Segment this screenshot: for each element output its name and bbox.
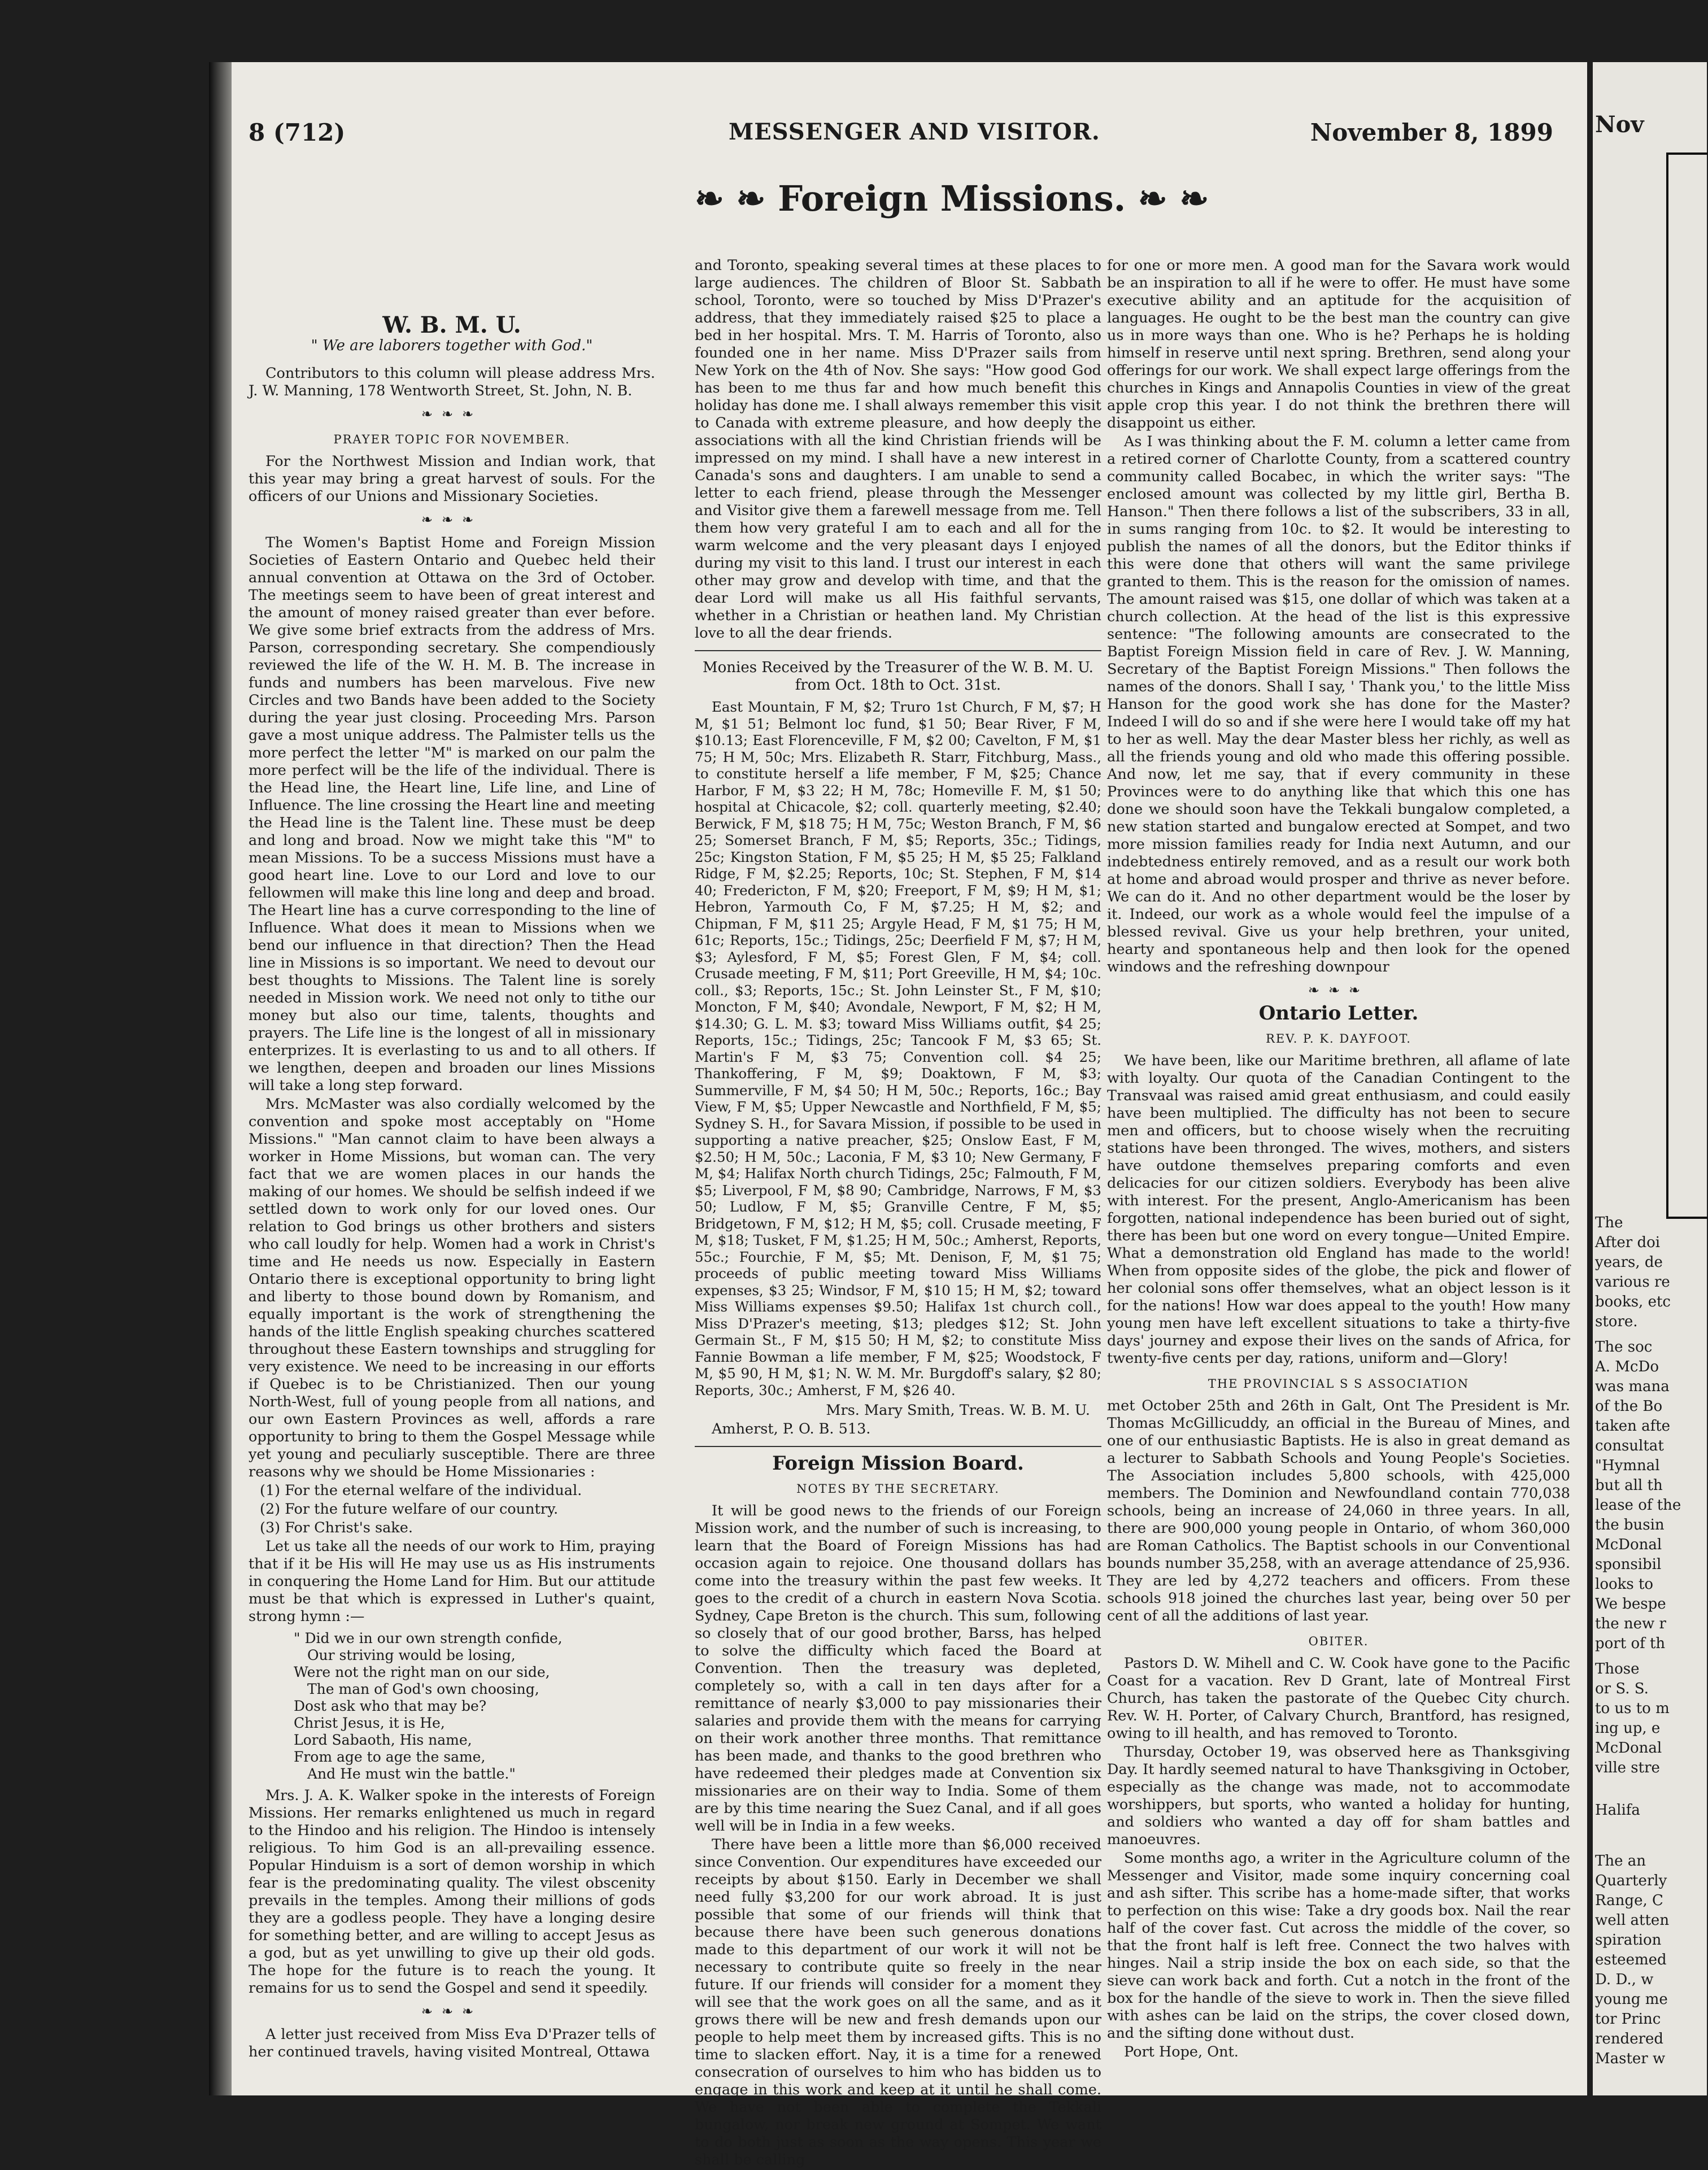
- ornament-icon: ❧❧❧: [421, 2003, 483, 2019]
- strip-line: but all th: [1595, 1477, 1663, 1494]
- ontario-title: Ontario Letter.: [1258, 1002, 1419, 1025]
- paragraph: and Toronto, speaking several times at these places to large audiences. The children of Bloor St. Sabbath school, Toronto, were so touched by Miss D'Prazer's address, that they immediately raised $25 to place a bed in her hospital. Mrs. T. M. Harris of Toronto, also founded one in her name. Miss D'Prazer sails from New York on the 4th of Nov. She says: "How good God has been to me thus far and how much benefit this holiday has done me. I shall always remember this visit to Canada with extreme pleasure, and how deeply the associations with all the kind Christian friends will be impressed on my mind. I shall have a new interest in Canada's sons and daughters. I am unable to send a letter to each friend, please through the Messenger and Visitor give them a farewell message from me. Tell them how very grateful I am to each and all for the warm welcome and the very pleasant days I enjoyed during my visit to this land. I trust our interest in each other may grow and develop with time, and that the dear Lord will make us all His faithful servants, whether in a Christian or heathen land. My Christian love to all the dear friends.: [695, 257, 1101, 642]
- section-title: ❧ ❧ Foreign Missions. ❧ ❧: [695, 178, 1209, 219]
- wbmu-motto: " We are laborers together with God.": [311, 337, 593, 354]
- ontario-author: REV. P. K. DAYFOOT.: [1266, 1032, 1411, 1045]
- strip-line: We bespe: [1595, 1596, 1666, 1613]
- poem-line: The man of God's own choosing,: [307, 1681, 539, 1697]
- strip-line: The soc: [1595, 1339, 1653, 1356]
- list-item: (2) For the future welfare of our country.: [260, 1501, 559, 1518]
- strip-line: well atten: [1595, 1912, 1670, 1929]
- paragraph: There have been a little more than $6,000 received since Convention. Our expenditures have exceeded our receipts by about $150. Early in December we shall need fully $3,200 for our work abroad. It is just possible that some of our friends will think that because there have been such generous donations made to this department of our work it will not be necessary to contribute quite so freely in the near future. If our friends will consider for a moment they will see that the work goes on all the same, and as it grows there will be new and fresh demands upon our people to help meet them by increased gifts. This is no time to slacken effort. Nay, it is a time for a renewed consecration of ourselves to him who has bidden us to engage in this work and keep at it until he shall come. We have not been able to complete the Tekkali bungalow, nor break new ground at Sompet. We want to do both just as soon as the way opens. This year we shall be calling: [695, 1836, 1101, 2168]
- paragraph: Pastors D. W. Mihell and C. W. Cook have gone to the Pacific Coast for a vacation. Rev D Grant, late of Montreal First Church, has taken the pastorate of the Quebec City church. Rev. W. H. Porter, of Calvary Church, Brantford, has resigned, owing to ill health, and has removed to Toronto.: [1107, 1655, 1570, 1742]
- obiter-heading: OBITER.: [1308, 1635, 1369, 1648]
- divider: [695, 1446, 1101, 1447]
- strip-line: ville stre: [1595, 1759, 1660, 1776]
- strip-line: the new r: [1595, 1615, 1666, 1632]
- strip-line: looks to: [1595, 1576, 1654, 1593]
- strip-line: ing up, e: [1595, 1720, 1661, 1737]
- strip-line: of the Bo: [1595, 1398, 1663, 1415]
- paragraph: Mrs. McMaster was also cordially welcomed by the convention and spoke most acceptably on "Home Missions." "Man cannot claim to have been always a worker in Home Missions, but woman can. The very fact that we are women places in our hands the making of our homes. We should be selfish indeed if we settled down to work only for our loved ones. Our relation to God brings us other brothers and sisters who call loudly for help. Women had a work in Christ's time and He needs us now. Especially in Eastern Ontario there is exceptional opportunity to bring light and liberty to those bound down by Romanism, and equally important is the work of strengthening the hands of the little English speaking churches scattered throughout these Eastern townships and struggling for very existence. We need to be increasing in our efforts if Quebec is to be Christianized. Then our young North-West, full of young people from all nations, and our own Eastern Provinces as well, affords a rare opportunity to bring to them the Gospel Message while yet young and peculiarly susceptible. There are three reasons why we should be Home Missionaries :: [249, 1096, 655, 1480]
- strip-line: Halifa: [1595, 1802, 1640, 1819]
- poem-line: " Did we in our own strength confide,: [294, 1630, 563, 1646]
- strip-line: to us to m: [1595, 1700, 1670, 1717]
- page-gutter-shadow: [209, 62, 232, 2095]
- strip-line: or S. S.: [1595, 1680, 1649, 1697]
- strip-line: D. D., w: [1595, 1971, 1654, 1988]
- adjacent-page-strip: [1593, 62, 1707, 2095]
- ornament-right-icon: ❧ ❧: [1126, 178, 1209, 219]
- treasurer-address: Amherst, P. O. B. 513.: [712, 1420, 871, 1437]
- strip-line: years, de: [1595, 1254, 1663, 1271]
- paragraph: for one or more men. A good man for the Savara work would be an inspiration to all if he were to offer. He must have some executive ability and an aptitude for the acquisition of languages. He ought to be the best man the country can give us in more ways than one. Who is he? Perhaps he is holding himself in reserve until next spring. Brethren, send along your offerings for our work. We shall expect large offerings from the churches in Kings and Annapolis Counties in view of the great apple crop this year. I do not think the brethren there will disappoint us either.: [1107, 257, 1570, 432]
- issue-date: November 8, 1899: [1310, 119, 1553, 146]
- paper-name: MESSENGER AND VISITOR.: [729, 119, 1100, 145]
- wbmu-title: W. B. M. U.: [382, 312, 521, 338]
- strip-line: various re: [1595, 1274, 1670, 1291]
- provincial-heading: THE PROVINCIAL S S ASSOCIATION: [1208, 1377, 1470, 1391]
- poem-line: Christ Jesus, it is He,: [294, 1715, 445, 1731]
- column-wbmu: [249, 311, 655, 2062]
- hymn-poem: [294, 1630, 655, 1783]
- poem-line: From age to age the same,: [294, 1749, 486, 1765]
- reasons-list: [249, 1482, 655, 1537]
- monies-list: East Mountain, F M, $2; Truro 1st Church, F M, $7; H M, $1 51; Belmont loc fund, $1 50; Bear River, F M, $10.13; East Florenceville, F M, $2 00; Cavelton, F M, $1 75; H M, 50c; Mrs. Elizabeth R. Starr, Fitchburg, Mass., to constitute herself a life member, F M, $25; Chance Harbor, F M, $3 22; H M, 78c; Homeville F. M, $1 50; hospital at Chicacole, $2; coll. quarterly meeting, $2.40; Berwick, F M, $18 75; H M, 75c; Weston Branch, F M, $6 25; Somerset Branch, F M, $5; Reports, 35c.; Tidings, 25c; Kingston Station, F M, $5 25; H M, $5 25; Falkland Ridge, F M, $2.25; Reports, 10c; St. Stephen, F M, $14 40; Fredericton, F M, $20; Freeport, F M, $9; H M, $1; Hebron, Yarmouth Co, F M, $7.25; H M, $2; and Chipman, F M, $11 25; Argyle Head, F M, $1 75; H M, 61c; Reports, 15c.; Tidings, 25c; Deerfield F M, $7; H M, $3; Aylesford, F M, $5; Forest Glen, F M, $4; coll. Crusade meeting, F M, $11; Port Greeville, H M, $4; 10c. coll., $3; Reports, 15c.; St. John Leinster St., F M, $10; Moncton, F M, $40; Avondale, Newport, F M, $2; H M, $14.30; G. L. M. $3; toward Miss Williams outfit, $4 25; Reports, 15c.; Tidings, 25c; Tancook F M, $3 65; St. Martin's F M, $3 75; Convention coll. $4 25; Thankoffering, F M, $9; Doaktown, F M, $3; Summerville, F M, $4 50; H M, 50c.; Reports, 16c.; Bay View, F M, $5; Upper Newcastle and Northfield, F M, $5; Sydney S. H., for Savara Mission, if possible to be used in supporting a native preacher, $25; Onslow East, F M, $2.50; H M, 50c.; Laconia, F M, $3 10; New Germany, F M, $4; Halifax North church Tidings, 25c; Falmouth, F M, $5; Liverpool, F M, $8 90; Cambridge, Narrows, F M, $3 50; Ludlow, F M, $5; Granville Centre, F M, $5; Bridgetown, F M, $12; H M, $5; coll. Crusade meeting, F M, $18; Tusket, F M, $1.25; H M, 50c.; Amherst, Reports, 55c.; Fourchie, F M, $5; Mt. Denison, F, M, $1 75; proceeds of public meeting toward Miss Williams expenses, $3 25; Windsor, F M, $10 15; H M, $2; toward Miss Williams expenses $9.50; Halifax 1st church coll., Miss D'Prazer's meeting, $13; pledges $12; St. John Germain St., F M, $15 50; H M, $2; to constitute Miss Fannie Bowman a life member, F M, $25; Woodstock, F M, $5 90, H M, $1; N. W. M. Mr. Burgdoff's salary, $2 80; Reports, 30c.; Amherst, F M, $26 40.: [695, 699, 1101, 1398]
- strip-line: lease of the: [1595, 1497, 1681, 1514]
- board-subtitle: NOTES BY THE SECRETARY.: [796, 1482, 1000, 1496]
- strip-line: consultat: [1595, 1437, 1664, 1454]
- ornament-icon: ❧❧❧: [421, 512, 483, 528]
- strip-line: esteemed: [1595, 1951, 1667, 1968]
- board-title: Foreign Mission Board.: [772, 1452, 1024, 1475]
- paragraph: met October 25th and 26th in Galt, Ont The President is Mr. Thomas McGillicuddy, an official in the Bureau of Mines, and one of our enthusiastic Baptists. He is also in great demand as a lecturer to Sabbath Schools and Young People's Societies. The Association includes 5,800 schools, with 425,000 members. The Dominion and Newfoundland contain 770,038 schools, being an increase of 24,060 in three years. In all, there are 900,000 young people in Ontario, of whom 360,000 are Roman Catholics. The Baptist schools in our Conventional bounds number 35,258, with an average attendance of 25,936. They are led by 4,272 teachers and officers. From these schools 918 joined the churches last year, being over 50 per cent of all the additions of last year.: [1107, 1397, 1570, 1624]
- treasurer-signature: Mrs. Mary Smith, Treas. W. B. M. U.: [826, 1402, 1090, 1419]
- paragraph: As I was thinking about the F. M. column a letter came from a retired corner of Charlotte County, from a scattered country community called Bocabec, in which the writer says: "The enclosed amount was collected by my little girl, Bertha B. Hanson." Then there follows a list of the subscribers, 33 in all, in sums ranging from 10c. to $2. It would be interesting to publish the names of all the donors, but the Editor thinks if this were done that others will want the same privilege granted to them. This is the reason for the omission of names. The amount raised was $15, one dollar of which was taken at a church collection. At the head of the list is this expressive sentence: "The following amounts are consecrated to the Baptist Foreign Mission field in care of Rev. J. W. Manning, Secretary of the Baptist Foreign Missions." Then follows the names of the donors. Shall I say, ' Thank you,' to the little Miss Hanson for the good work she has done for the Master? Indeed I will do so and if she were here I would take off my hat to her as well. May the dear Master bless her richly, as well as all the friends young and old who made this offering possible. And now, let me say, that if every community in these Provinces were to do anything like that which this one has done we should soon have the Tekkali bungalow completed, a new station started and bungalow erected at Sompet, and two more mission families ready for India next Autumn, and our indebtedness entirely removed, and as a result our work both at home and abroad would prosper and thrive as never before. We can do it. And no other department would be the loser by it. Indeed, our work as a whole would feel the impulse of a blessed revival. Give us your help brethren, your united, hearty and spontaneous help and then look for the opened windows and the refreshing downpour: [1107, 433, 1570, 975]
- strip-line: tor Princ: [1595, 2011, 1661, 2028]
- column-center: [695, 257, 1101, 2170]
- paragraph: It will be good news to the friends of our Foreign Mission work, and the number of such is increasing, to learn that the Board of Foreign Missions has had occasion again to rejoice. One thousand dollars has come into the treasury within the past few weeks. It goes to the credit of a church in eastern Nova Scotia. Sydney, Cape Breton is the church. This sum, following so closely that of our good brother, Barss, has helped to solve the difficulty which faced the Board at Convention. Then the treasury was depleted, completely so, with a call in ten days after for a remittance of nearly $3,000 to pay missionaries their salaries and provide them with the means for carrying on their work another three months. That remittance has been made, and thanks to the good brethren who have redeemed their pledges made at Convention six missionaries are on their way to India. Some of them are by this time nearing the Suez Canal, and if all goes well will be in India in a few weeks.: [695, 1502, 1101, 1835]
- wbmu-intro: Contributors to this column will please address Mrs. J. W. Manning, 178 Wentworth Street, St. John, N. B.: [249, 365, 655, 399]
- ornament-icon: ❧❧❧: [1308, 982, 1370, 998]
- strip-line: young me: [1595, 1991, 1668, 2008]
- divider: [695, 650, 1101, 651]
- strip-line: Range, C: [1595, 1892, 1663, 1909]
- strip-line: The: [1595, 1214, 1623, 1231]
- strip-line: McDonal: [1595, 1740, 1662, 1757]
- strip-line: A. McDo: [1595, 1358, 1659, 1375]
- poem-line: Dost ask who that may be?: [294, 1698, 487, 1714]
- strip-line: rendered: [1595, 2030, 1664, 2047]
- paragraph: A letter just received from Miss Eva D'Prazer tells of her continued travels, having visited Montreal, Ottawa: [249, 2026, 655, 2060]
- strip-line: taken afte: [1595, 1418, 1671, 1435]
- newspaper-page: [232, 62, 1587, 2168]
- ornament-left-icon: ❧ ❧: [695, 178, 778, 219]
- poem-line: Were not the right man on our side,: [294, 1664, 550, 1680]
- paragraph: Thursday, October 19, was observed here as Thanksgiving Day. It hardly seemed natural to have Thanksgiving in October, especially as the change was made, not to accommodate worshippers, but sports, who wanted a holiday for hunting, and soldiers who wanted a day off for sham battles and manoeuvres.: [1107, 1744, 1570, 1848]
- strip-line: Those: [1595, 1661, 1640, 1677]
- column-right: [1107, 257, 1570, 2062]
- strip-line: sponsibil: [1595, 1556, 1662, 1573]
- prayer-heading: PRAYER TOPIC FOR NOVEMBER.: [333, 433, 570, 446]
- strip-line: McDonal: [1595, 1536, 1662, 1553]
- paragraph: Let us take all the needs of our work to Him, praying that if it be His will He may use us as His instruments in conquering the Home Land for Him. But our attitude must be that which is expressed in Luther's quaint, strong hymn :—: [249, 1538, 655, 1625]
- strip-line: "Hymnal: [1595, 1457, 1660, 1474]
- ornament-icon: ❧❧❧: [421, 406, 483, 422]
- list-item: (3) For Christ's sake.: [260, 1519, 413, 1536]
- strip-line: The an: [1595, 1853, 1646, 1870]
- ad-border: [1666, 152, 1708, 1219]
- paragraph: Mrs. J. A. K. Walker spoke in the interests of Foreign Missions. Her remarks enlightened us much in regard to the Hindoo and his religion. The Hindoo is intensely religious. To him God is an all-prevailing essence. Popular Hinduism is a sort of demon worship in which fear is the predominating quality. The vilest obscenity prevails in the temples. Among their millions of gods they are a godless people. They have a longing desire for something better, and are willing to accept Jesus as a god, but as yet unwilling to give up their old gods. The hope for the future is to reach the young. It remains for us to send the Gospel and send it speedily.: [249, 1787, 655, 1997]
- strip-line: Nov: [1595, 111, 1644, 138]
- strip-line: Quarterly: [1595, 1872, 1667, 1889]
- paragraph: We have been, like our Maritime brethren, all aflame of late with loyalty. Our quota of the Canadian Contingent to the Transvaal was raised amid great enthusiasm, and could easily have been multiplied. The difficulty has not been to secure men and officers, but to choose wisely when the recruiting stations have been thronged. The wives, mothers, and sisters have outdone themselves preparing comforts and even delicacies for our citizen soldiers. Everybody has been alive with interest. For the present, Anglo-Americanism has been forgotten, national independence has been buried out of sight, there has been but one word on every tongue—United Empire. What a demonstration old England has made to the world! When from opposite sides of the globe, the pick and flower of her colonial sons offer themselves, what an object lesson is it for the nations! How war does appeal to the youth! How many young men have left excellent situations to take a thirty-five days' journey and expose their lives on the sands of Africa, for twenty-five cents per day, rations, uniform and—Glory!: [1107, 1052, 1570, 1367]
- strip-line: store.: [1595, 1313, 1638, 1330]
- strip-line: port of th: [1595, 1635, 1666, 1652]
- list-item: (1) For the eternal welfare of the individual.: [260, 1482, 582, 1499]
- paragraph: The Women's Baptist Home and Foreign Mission Societies of Eastern Ontario and Quebec held their annual convention at Ottawa on the 3rd of October. The meetings seem to have been of great interest and the amount of money raised greater than ever before. We give some brief extracts from the address of Mrs. Parson, corresponding secretary. She compendiously reviewed the life of the W. H. M. B. The increase in funds and numbers has been marvelous. Five new Circles and two Bands have been added to the Society during the year just closing. Proceeding Mrs. Parson gave a most unique address. The Palmister tells us the more perfect the letter "M" is marked on our palm the more perfect will be the life of the individual. There is the Head line, the Heart line, Life line, and Line of Influence. The line crossing the Heart line and meeting the Head line is the Talent line. These must be deep and long and broad. Now we might take this "M" to mean Missions. To be a success Missions must have a good heart line. Love to our Lord and love to our fellowmen will make this line long and deep and broad. The Heart line has a curve corresponding to the line of Influence. What does it mean to Missions when we bend our influence in that direction? Then the Head line in Missions is so important. We need to devout our best thoughts to Missions. The Talent line is sorely needed in Mission work. We need not only to tithe our money but also our time, talents, thoughts and prayers. The Life line is the longest of all in missionary enterprizes. It is everlasting to us and to all others. If we lengthen, deepen and broaden our lines Missions will take a long step forward.: [249, 534, 655, 1094]
- strip-line: After doi: [1595, 1234, 1661, 1251]
- paragraph: Some months ago, a writer in the Agriculture column of the Messenger and Visitor, made some inquiry concerning coal and ash sifter. This scribe has a home-made sifter, that works to perfection on this wise: Take a dry goods box. Nail the rear half of the cover fast. Cut across the middle of the cover, so that the front half is left free. Connect the two halves with hinges. Nail a strip inside the box on each side, so that the sieve can work back and forth. Cut a notch in the front of the box for the handle of the sieve to work in. Then the sieve filled with ashes can be laid on the strips, the cover closed down, and the sifting done without dust.: [1107, 1850, 1570, 2042]
- poem-line: Lord Sabaoth, His name,: [294, 1732, 472, 1748]
- page-header: [232, 62, 1587, 147]
- strip-line: was mana: [1595, 1378, 1670, 1395]
- closing-place: Port Hope, Ont.: [1124, 2043, 1239, 2060]
- strip-line: spiration: [1595, 1932, 1662, 1949]
- monies-heading: Monies Received by the Treasurer of the W. B. M. U. from Oct. 18th to Oct. 31st.: [703, 659, 1093, 694]
- poem-line: And He must win the battle.": [307, 1766, 516, 1782]
- prayer-text: For the Northwest Mission and Indian work, that this year may bring a great harvest of souls. For the officers of our Unions and Missionary Societies.: [249, 453, 655, 505]
- poem-line: Our striving would be losing,: [307, 1647, 516, 1663]
- strip-line: the busin: [1595, 1517, 1665, 1533]
- strip-line: Master w: [1595, 2050, 1666, 2067]
- page-number: 8 (712): [249, 119, 346, 146]
- strip-line: books, etc: [1595, 1293, 1671, 1310]
